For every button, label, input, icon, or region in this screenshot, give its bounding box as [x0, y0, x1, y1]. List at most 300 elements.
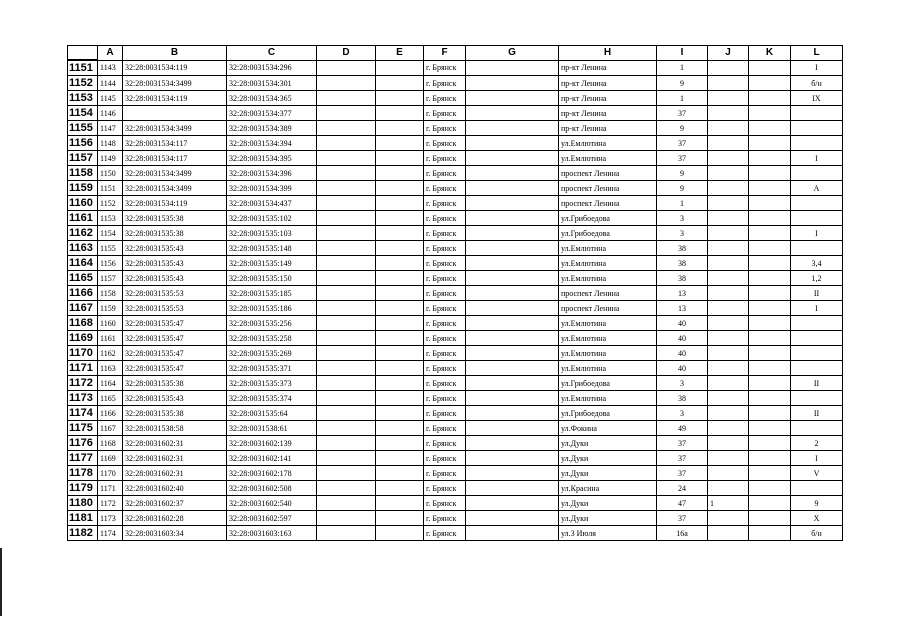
cell-l[interactable]: [791, 391, 843, 406]
cell-e[interactable]: [376, 286, 424, 301]
cell-l[interactable]: б/н: [791, 526, 843, 541]
row-number[interactable]: 1181: [68, 511, 98, 526]
column-header-h[interactable]: H: [559, 46, 657, 61]
cell-i[interactable]: 38: [657, 256, 708, 271]
cell-h[interactable]: ул.Емлютина: [559, 391, 657, 406]
cell-b[interactable]: 32:28:0031534:3499: [123, 181, 227, 196]
cell-e[interactable]: [376, 466, 424, 481]
cell-k[interactable]: [749, 166, 791, 181]
cell-l[interactable]: X: [791, 511, 843, 526]
cell-e[interactable]: [376, 301, 424, 316]
cell-b[interactable]: 32:28:0031538:58: [123, 421, 227, 436]
cell-e[interactable]: [376, 121, 424, 136]
cell-l[interactable]: [791, 481, 843, 496]
cell-b[interactable]: 32:28:0031535:38: [123, 406, 227, 421]
cell-g[interactable]: [466, 271, 559, 286]
cell-d[interactable]: [317, 391, 376, 406]
cell-l[interactable]: I: [791, 301, 843, 316]
cell-d[interactable]: [317, 91, 376, 106]
cell-j[interactable]: [708, 436, 749, 451]
column-header-a[interactable]: A: [98, 46, 123, 61]
cell-d[interactable]: [317, 151, 376, 166]
cell-e[interactable]: [376, 241, 424, 256]
cell-g[interactable]: [466, 406, 559, 421]
cell-i[interactable]: 40: [657, 316, 708, 331]
cell-g[interactable]: [466, 286, 559, 301]
cell-d[interactable]: [317, 316, 376, 331]
cell-g[interactable]: [466, 136, 559, 151]
cell-i[interactable]: 3: [657, 406, 708, 421]
cell-d[interactable]: [317, 121, 376, 136]
cell-d[interactable]: [317, 526, 376, 541]
column-header-c[interactable]: C: [227, 46, 317, 61]
cell-f[interactable]: г. Брянск: [424, 526, 466, 541]
cell-b[interactable]: 32:28:0031602:37: [123, 496, 227, 511]
cell-d[interactable]: [317, 181, 376, 196]
column-header-g[interactable]: G: [466, 46, 559, 61]
cell-a[interactable]: 1146: [98, 106, 123, 121]
column-header-f[interactable]: F: [424, 46, 466, 61]
cell-a[interactable]: 1147: [98, 121, 123, 136]
cell-g[interactable]: [466, 91, 559, 106]
row-number[interactable]: 1177: [68, 451, 98, 466]
cell-d[interactable]: [317, 301, 376, 316]
cell-f[interactable]: г. Брянск: [424, 481, 466, 496]
cell-a[interactable]: 1171: [98, 481, 123, 496]
cell-b[interactable]: 32:28:0031535:47: [123, 346, 227, 361]
cell-f[interactable]: г. Брянск: [424, 196, 466, 211]
cell-h[interactable]: ул.Дуки: [559, 436, 657, 451]
cell-b[interactable]: [123, 106, 227, 121]
cell-b[interactable]: 32:28:0031534:119: [123, 91, 227, 106]
cell-g[interactable]: [466, 196, 559, 211]
cell-l[interactable]: II: [791, 376, 843, 391]
cell-i[interactable]: 1: [657, 196, 708, 211]
cell-i[interactable]: 49: [657, 421, 708, 436]
corner-cell[interactable]: [68, 46, 98, 61]
cell-i[interactable]: 3: [657, 211, 708, 226]
row-number[interactable]: 1173: [68, 391, 98, 406]
cell-e[interactable]: [376, 406, 424, 421]
cell-a[interactable]: 1165: [98, 391, 123, 406]
cell-k[interactable]: [749, 271, 791, 286]
row-number[interactable]: 1170: [68, 346, 98, 361]
cell-h[interactable]: ул.Грибоедова: [559, 211, 657, 226]
cell-d[interactable]: [317, 286, 376, 301]
cell-k[interactable]: [749, 286, 791, 301]
cell-l[interactable]: I: [791, 451, 843, 466]
cell-b[interactable]: 32:28:0031534:3499: [123, 121, 227, 136]
cell-b[interactable]: 32:28:0031602:28: [123, 511, 227, 526]
cell-g[interactable]: [466, 211, 559, 226]
cell-k[interactable]: [749, 151, 791, 166]
cell-e[interactable]: [376, 136, 424, 151]
cell-h[interactable]: ул.3 Июля: [559, 526, 657, 541]
cell-h[interactable]: ул.Фокина: [559, 421, 657, 436]
cell-j[interactable]: [708, 121, 749, 136]
cell-e[interactable]: [376, 436, 424, 451]
cell-g[interactable]: [466, 181, 559, 196]
cell-e[interactable]: [376, 526, 424, 541]
cell-d[interactable]: [317, 60, 376, 76]
row-number[interactable]: 1166: [68, 286, 98, 301]
cell-k[interactable]: [749, 256, 791, 271]
row-number[interactable]: 1171: [68, 361, 98, 376]
cell-a[interactable]: 1160: [98, 316, 123, 331]
cell-a[interactable]: 1150: [98, 166, 123, 181]
row-number[interactable]: 1168: [68, 316, 98, 331]
cell-d[interactable]: [317, 241, 376, 256]
cell-b[interactable]: 32:28:0031535:47: [123, 361, 227, 376]
cell-e[interactable]: [376, 391, 424, 406]
cell-e[interactable]: [376, 106, 424, 121]
cell-c[interactable]: 32:28:0031602:178: [227, 466, 317, 481]
cell-j[interactable]: [708, 151, 749, 166]
cell-l[interactable]: 2: [791, 436, 843, 451]
cell-l[interactable]: [791, 361, 843, 376]
cell-i[interactable]: 9: [657, 76, 708, 91]
cell-l[interactable]: II: [791, 286, 843, 301]
cell-g[interactable]: [466, 391, 559, 406]
cell-i[interactable]: 9: [657, 166, 708, 181]
row-number[interactable]: 1176: [68, 436, 98, 451]
cell-h[interactable]: ул.Емлютина: [559, 151, 657, 166]
cell-e[interactable]: [376, 331, 424, 346]
cell-f[interactable]: г. Брянск: [424, 466, 466, 481]
cell-i[interactable]: 47: [657, 496, 708, 511]
row-number[interactable]: 1174: [68, 406, 98, 421]
cell-f[interactable]: г. Брянск: [424, 60, 466, 76]
cell-i[interactable]: 40: [657, 346, 708, 361]
cell-e[interactable]: [376, 421, 424, 436]
cell-b[interactable]: 32:28:0031535:53: [123, 301, 227, 316]
cell-j[interactable]: [708, 241, 749, 256]
cell-k[interactable]: [749, 196, 791, 211]
cell-h[interactable]: проспект Ленина: [559, 286, 657, 301]
cell-j[interactable]: [708, 211, 749, 226]
cell-k[interactable]: [749, 226, 791, 241]
cell-f[interactable]: г. Брянск: [424, 301, 466, 316]
cell-f[interactable]: г. Брянск: [424, 121, 466, 136]
cell-e[interactable]: [376, 511, 424, 526]
cell-j[interactable]: [708, 166, 749, 181]
row-number[interactable]: 1161: [68, 211, 98, 226]
cell-f[interactable]: г. Брянск: [424, 316, 466, 331]
cell-f[interactable]: г. Брянск: [424, 241, 466, 256]
cell-b[interactable]: 32:28:0031534:117: [123, 151, 227, 166]
cell-f[interactable]: г. Брянск: [424, 151, 466, 166]
cell-i[interactable]: 1: [657, 91, 708, 106]
cell-a[interactable]: 1174: [98, 526, 123, 541]
row-number[interactable]: 1157: [68, 151, 98, 166]
cell-j[interactable]: [708, 91, 749, 106]
cell-e[interactable]: [376, 226, 424, 241]
cell-l[interactable]: IX: [791, 91, 843, 106]
cell-j[interactable]: [708, 256, 749, 271]
cell-d[interactable]: [317, 106, 376, 121]
cell-d[interactable]: [317, 406, 376, 421]
cell-f[interactable]: г. Брянск: [424, 496, 466, 511]
cell-l[interactable]: [791, 241, 843, 256]
cell-h[interactable]: пр-кт Ленина: [559, 121, 657, 136]
cell-d[interactable]: [317, 361, 376, 376]
cell-c[interactable]: 32:28:0031534:377: [227, 106, 317, 121]
cell-e[interactable]: [376, 256, 424, 271]
cell-k[interactable]: [749, 496, 791, 511]
cell-l[interactable]: I: [791, 60, 843, 76]
cell-b[interactable]: 32:28:0031535:43: [123, 391, 227, 406]
cell-j[interactable]: [708, 406, 749, 421]
cell-d[interactable]: [317, 511, 376, 526]
cell-j[interactable]: [708, 301, 749, 316]
row-number[interactable]: 1158: [68, 166, 98, 181]
cell-i[interactable]: 37: [657, 451, 708, 466]
cell-c[interactable]: 32:28:0031535:373: [227, 376, 317, 391]
cell-c[interactable]: 32:28:0031535:150: [227, 271, 317, 286]
cell-k[interactable]: [749, 391, 791, 406]
cell-k[interactable]: [749, 60, 791, 76]
cell-c[interactable]: 32:28:0031534:395: [227, 151, 317, 166]
cell-b[interactable]: 32:28:0031535:47: [123, 331, 227, 346]
cell-l[interactable]: [791, 196, 843, 211]
cell-a[interactable]: 1157: [98, 271, 123, 286]
cell-j[interactable]: [708, 60, 749, 76]
cell-a[interactable]: 1151: [98, 181, 123, 196]
cell-f[interactable]: г. Брянск: [424, 181, 466, 196]
cell-b[interactable]: 32:28:0031535:47: [123, 316, 227, 331]
cell-b[interactable]: 32:28:0031534:117: [123, 136, 227, 151]
cell-a[interactable]: 1172: [98, 496, 123, 511]
cell-j[interactable]: [708, 376, 749, 391]
cell-f[interactable]: г. Брянск: [424, 91, 466, 106]
cell-g[interactable]: [466, 361, 559, 376]
cell-k[interactable]: [749, 376, 791, 391]
cell-b[interactable]: 32:28:0031602:31: [123, 436, 227, 451]
cell-i[interactable]: 40: [657, 331, 708, 346]
row-number[interactable]: 1153: [68, 91, 98, 106]
cell-c[interactable]: 32:28:0031602:540: [227, 496, 317, 511]
cell-a[interactable]: 1161: [98, 331, 123, 346]
cell-i[interactable]: 1: [657, 60, 708, 76]
cell-i[interactable]: 13: [657, 301, 708, 316]
row-number[interactable]: 1163: [68, 241, 98, 256]
cell-d[interactable]: [317, 451, 376, 466]
cell-k[interactable]: [749, 421, 791, 436]
cell-h[interactable]: ул.Грибоедова: [559, 226, 657, 241]
cell-i[interactable]: 38: [657, 271, 708, 286]
cell-c[interactable]: 32:28:0031602:508: [227, 481, 317, 496]
column-header-l[interactable]: L: [791, 46, 843, 61]
cell-j[interactable]: [708, 466, 749, 481]
cell-h[interactable]: ул.Дуки: [559, 511, 657, 526]
cell-c[interactable]: 32:28:0031603:163: [227, 526, 317, 541]
cell-j[interactable]: [708, 346, 749, 361]
cell-b[interactable]: 32:28:0031534:3499: [123, 166, 227, 181]
cell-i[interactable]: 37: [657, 436, 708, 451]
cell-g[interactable]: [466, 256, 559, 271]
row-number[interactable]: 1182: [68, 526, 98, 541]
cell-f[interactable]: г. Брянск: [424, 451, 466, 466]
cell-h[interactable]: ул.Емлютина: [559, 136, 657, 151]
cell-k[interactable]: [749, 481, 791, 496]
row-number[interactable]: 1165: [68, 271, 98, 286]
column-header-d[interactable]: D: [317, 46, 376, 61]
cell-c[interactable]: 32:28:0031534:394: [227, 136, 317, 151]
cell-g[interactable]: [466, 316, 559, 331]
cell-d[interactable]: [317, 166, 376, 181]
cell-g[interactable]: [466, 301, 559, 316]
cell-a[interactable]: 1159: [98, 301, 123, 316]
cell-k[interactable]: [749, 316, 791, 331]
cell-f[interactable]: г. Брянск: [424, 421, 466, 436]
cell-d[interactable]: [317, 331, 376, 346]
cell-h[interactable]: проспект Ленина: [559, 166, 657, 181]
cell-l[interactable]: V: [791, 466, 843, 481]
cell-i[interactable]: 37: [657, 106, 708, 121]
cell-i[interactable]: 38: [657, 391, 708, 406]
cell-k[interactable]: [749, 406, 791, 421]
cell-g[interactable]: [466, 331, 559, 346]
cell-e[interactable]: [376, 91, 424, 106]
cell-h[interactable]: ул.Дуки: [559, 451, 657, 466]
cell-g[interactable]: [466, 466, 559, 481]
cell-g[interactable]: [466, 376, 559, 391]
cell-b[interactable]: 32:28:0031534:119: [123, 196, 227, 211]
cell-j[interactable]: [708, 526, 749, 541]
cell-j[interactable]: [708, 106, 749, 121]
row-number[interactable]: 1164: [68, 256, 98, 271]
cell-k[interactable]: [749, 241, 791, 256]
cell-f[interactable]: г. Брянск: [424, 511, 466, 526]
cell-a[interactable]: 1155: [98, 241, 123, 256]
cell-i[interactable]: 37: [657, 466, 708, 481]
cell-g[interactable]: [466, 226, 559, 241]
cell-j[interactable]: [708, 226, 749, 241]
cell-c[interactable]: 32:28:0031534:301: [227, 76, 317, 91]
cell-k[interactable]: [749, 526, 791, 541]
cell-k[interactable]: [749, 331, 791, 346]
column-header-k[interactable]: K: [749, 46, 791, 61]
cell-c[interactable]: 32:28:0031534:396: [227, 166, 317, 181]
cell-f[interactable]: г. Брянск: [424, 256, 466, 271]
cell-a[interactable]: 1173: [98, 511, 123, 526]
cell-h[interactable]: пр-кт Ленина: [559, 76, 657, 91]
row-number[interactable]: 1175: [68, 421, 98, 436]
cell-b[interactable]: 32:28:0031602:31: [123, 466, 227, 481]
cell-g[interactable]: [466, 511, 559, 526]
column-header-b[interactable]: B: [123, 46, 227, 61]
cell-i[interactable]: 3: [657, 226, 708, 241]
cell-k[interactable]: [749, 106, 791, 121]
column-header-e[interactable]: E: [376, 46, 424, 61]
cell-g[interactable]: [466, 436, 559, 451]
column-header-i[interactable]: I: [657, 46, 708, 61]
cell-c[interactable]: 32:28:0031538:61: [227, 421, 317, 436]
cell-l[interactable]: [791, 121, 843, 136]
cell-b[interactable]: 32:28:0031535:43: [123, 256, 227, 271]
cell-j[interactable]: [708, 361, 749, 376]
cell-l[interactable]: I: [791, 226, 843, 241]
cell-a[interactable]: 1162: [98, 346, 123, 361]
cell-l[interactable]: [791, 211, 843, 226]
cell-g[interactable]: [466, 421, 559, 436]
cell-f[interactable]: г. Брянск: [424, 226, 466, 241]
cell-h[interactable]: ул.Красина: [559, 481, 657, 496]
cell-j[interactable]: [708, 451, 749, 466]
cell-l[interactable]: А: [791, 181, 843, 196]
cell-g[interactable]: [466, 166, 559, 181]
cell-h[interactable]: ул.Емлютина: [559, 346, 657, 361]
cell-d[interactable]: [317, 196, 376, 211]
cell-h[interactable]: ул.Емлютина: [559, 316, 657, 331]
row-number[interactable]: 1156: [68, 136, 98, 151]
row-number[interactable]: 1178: [68, 466, 98, 481]
cell-d[interactable]: [317, 271, 376, 286]
cell-f[interactable]: г. Брянск: [424, 391, 466, 406]
cell-c[interactable]: 32:28:0031535:258: [227, 331, 317, 346]
cell-d[interactable]: [317, 346, 376, 361]
cell-c[interactable]: 32:28:0031535:64: [227, 406, 317, 421]
cell-k[interactable]: [749, 121, 791, 136]
cell-c[interactable]: 32:28:0031535:374: [227, 391, 317, 406]
cell-i[interactable]: 9: [657, 121, 708, 136]
cell-c[interactable]: 32:28:0031534:399: [227, 181, 317, 196]
cell-c[interactable]: 32:28:0031535:269: [227, 346, 317, 361]
cell-g[interactable]: [466, 526, 559, 541]
row-number[interactable]: 1167: [68, 301, 98, 316]
cell-j[interactable]: [708, 481, 749, 496]
cell-a[interactable]: 1143: [98, 60, 123, 76]
cell-b[interactable]: 32:28:0031603:34: [123, 526, 227, 541]
cell-j[interactable]: [708, 511, 749, 526]
row-number[interactable]: 1162: [68, 226, 98, 241]
cell-k[interactable]: [749, 436, 791, 451]
cell-h[interactable]: ул.Грибоедова: [559, 406, 657, 421]
cell-h[interactable]: ул.Емлютина: [559, 361, 657, 376]
cell-b[interactable]: 32:28:0031535:43: [123, 241, 227, 256]
cell-f[interactable]: г. Брянск: [424, 136, 466, 151]
cell-k[interactable]: [749, 511, 791, 526]
cell-d[interactable]: [317, 496, 376, 511]
cell-j[interactable]: [708, 316, 749, 331]
column-header-j[interactable]: J: [708, 46, 749, 61]
cell-c[interactable]: 32:28:0031535:148: [227, 241, 317, 256]
cell-c[interactable]: 32:28:0031535:371: [227, 361, 317, 376]
cell-d[interactable]: [317, 211, 376, 226]
cell-g[interactable]: [466, 151, 559, 166]
row-number[interactable]: 1159: [68, 181, 98, 196]
cell-k[interactable]: [749, 346, 791, 361]
cell-g[interactable]: [466, 496, 559, 511]
cell-c[interactable]: 32:28:0031534:389: [227, 121, 317, 136]
cell-g[interactable]: [466, 346, 559, 361]
cell-l[interactable]: 3,4: [791, 256, 843, 271]
cell-f[interactable]: г. Брянск: [424, 361, 466, 376]
cell-c[interactable]: 32:28:0031534:365: [227, 91, 317, 106]
row-number[interactable]: 1151: [68, 60, 98, 76]
cell-j[interactable]: [708, 286, 749, 301]
cell-e[interactable]: [376, 451, 424, 466]
cell-l[interactable]: [791, 136, 843, 151]
cell-k[interactable]: [749, 451, 791, 466]
cell-h[interactable]: пр-кт Ленина: [559, 91, 657, 106]
cell-c[interactable]: 32:28:0031602:597: [227, 511, 317, 526]
cell-h[interactable]: ул.Грибоедова: [559, 376, 657, 391]
cell-f[interactable]: г. Брянск: [424, 286, 466, 301]
cell-a[interactable]: 1158: [98, 286, 123, 301]
cell-a[interactable]: 1163: [98, 361, 123, 376]
cell-a[interactable]: 1170: [98, 466, 123, 481]
